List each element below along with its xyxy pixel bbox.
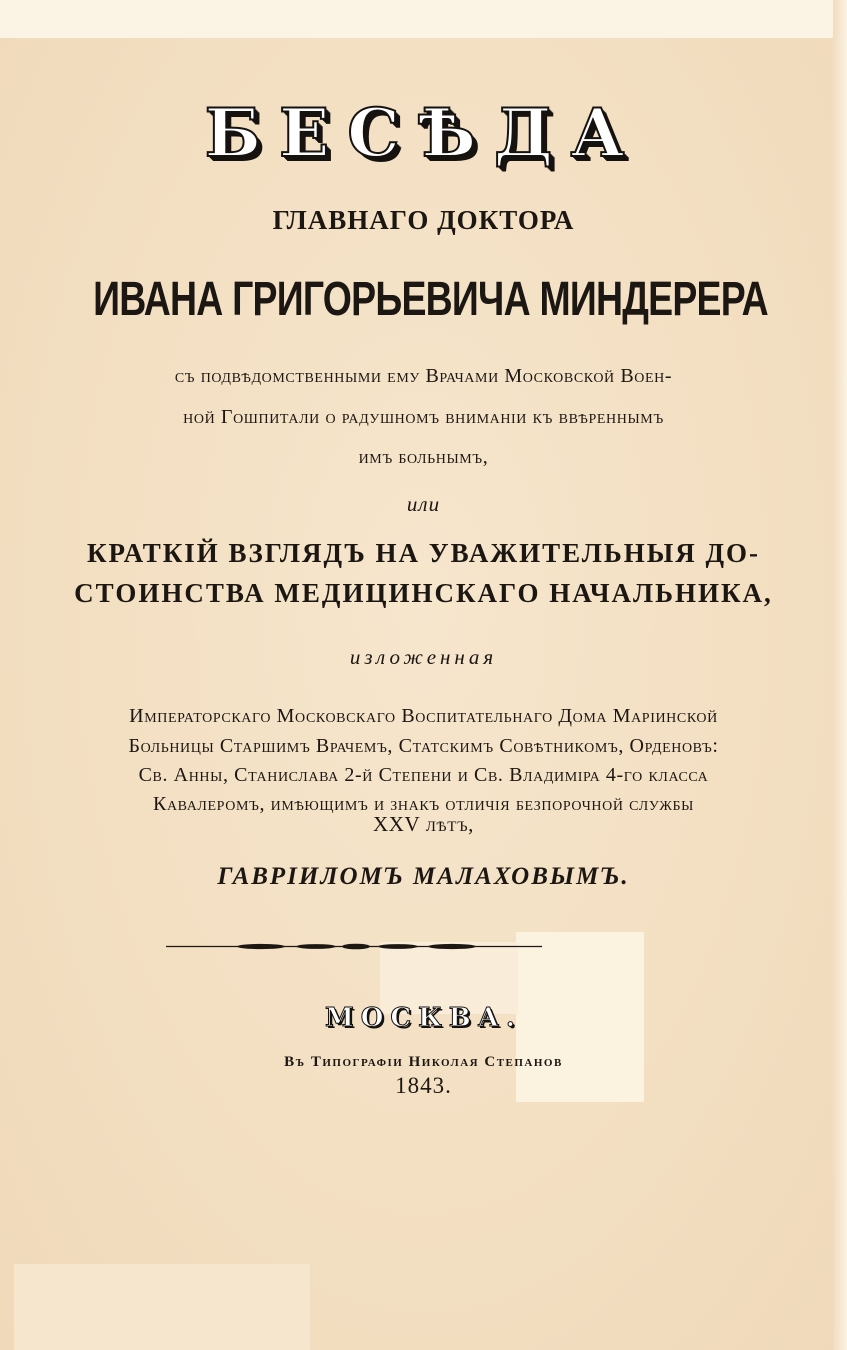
book-title: БЕСѢДА (204, 94, 643, 172)
author-description-line: Больницы Старшимъ Врачемъ, Статскимъ Совѣтникомъ, Орденовъ: (128, 735, 719, 757)
city-name: МОСКВА. (325, 1003, 522, 1033)
description-line: ной Гошпитали о радушномъ вниманіи къ ввѣреннымъ (183, 406, 664, 428)
paper-edge-top (0, 0, 847, 38)
paper-light-patch (14, 1264, 310, 1350)
author-description-line: Кавалеромъ, имѣющимъ и знакъ отличія безпорочной службы (153, 793, 694, 815)
conjunction-ili: или (406, 492, 441, 516)
decorative-rule (166, 943, 542, 950)
alt-title-line: КРАТКІЙ ВЗГЛЯДЪ НА УВАЖИТЕЛЬНЫЯ ДО- (86, 538, 761, 568)
alt-title-line: СТОИНСТВА МЕДИЦИНСКАГО НАЧАЛЬНИКА, (74, 578, 773, 608)
author-description-line: XXV лѣтъ, (372, 812, 474, 836)
book-subtitle: ГЛАВНАГО ДОКТОРА (272, 205, 575, 235)
printer-line: Въ Типографіи Николая Степанов (284, 1054, 563, 1070)
description-line: съ подвѣдомственными ему Врачами Московской Воен- (174, 365, 673, 387)
author-description-line: Св. Анны, Станислава 2-й Степени и Св. Владиміра 4-го класса (138, 764, 709, 786)
description-line: имъ больнымъ, (358, 446, 489, 468)
author-description-line: Императорскаго Московскаго Воспитательнаго Дома Маріинской (129, 705, 718, 727)
publication-year: 1843. (395, 1073, 452, 1098)
paper-edge-right (833, 0, 847, 1350)
izlozhennaya-label: изложенная (349, 645, 498, 669)
author-name: ГАВРІИЛОМЪ МАЛАХОВЫМЪ. (217, 863, 630, 890)
person-name: ИВАНА ГРИГОРЬЕВИЧА МИНДЕРЕРА (93, 273, 768, 326)
